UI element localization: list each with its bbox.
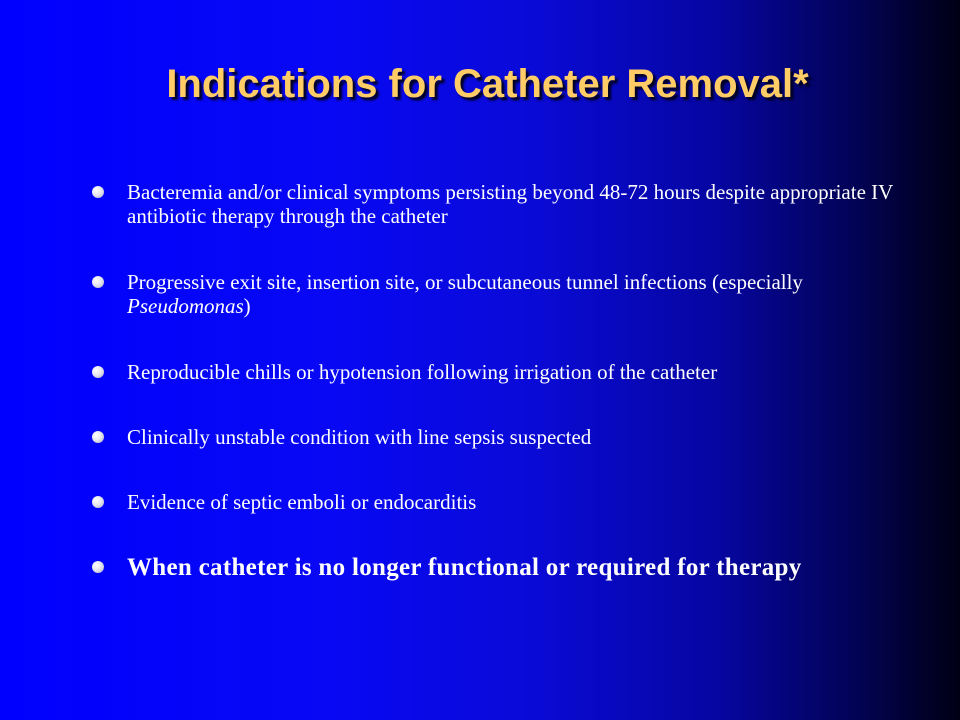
bullet-text-after: ) [243,294,251,318]
slide-title: Indications for Catheter Removal* [166,62,809,106]
bullet-disc-icon [92,561,104,573]
bullet-disc-icon [92,186,104,198]
bullet-text-before: Progressive exit site, insertion site, or subcutaneous tunnel infections (especially [127,270,803,294]
bullet-text: Bacteremia and/or clinical symptoms persisting beyond 48-72 hours despite appropriate IV antibiotic therapy through the catheter [127,180,893,228]
bullet-disc-icon [92,431,104,443]
bullet-text: Reproducible chills or hypotension following irrigation of the catheter [127,360,718,384]
bullet-text: Evidence of septic emboli or endocarditis [127,490,477,514]
bullet-disc-icon [92,496,104,508]
bullet-text [127,270,917,318]
bullet-text-emphasized: When catheter is no longer functional or required for therapy [127,554,802,581]
bullet-disc-icon [92,276,104,288]
bullet-text-emphasis: Pseudomonas [127,294,244,318]
bullet-disc-icon [92,366,104,378]
bullet-text: Clinically unstable condition with line sepsis suspected [127,425,592,449]
